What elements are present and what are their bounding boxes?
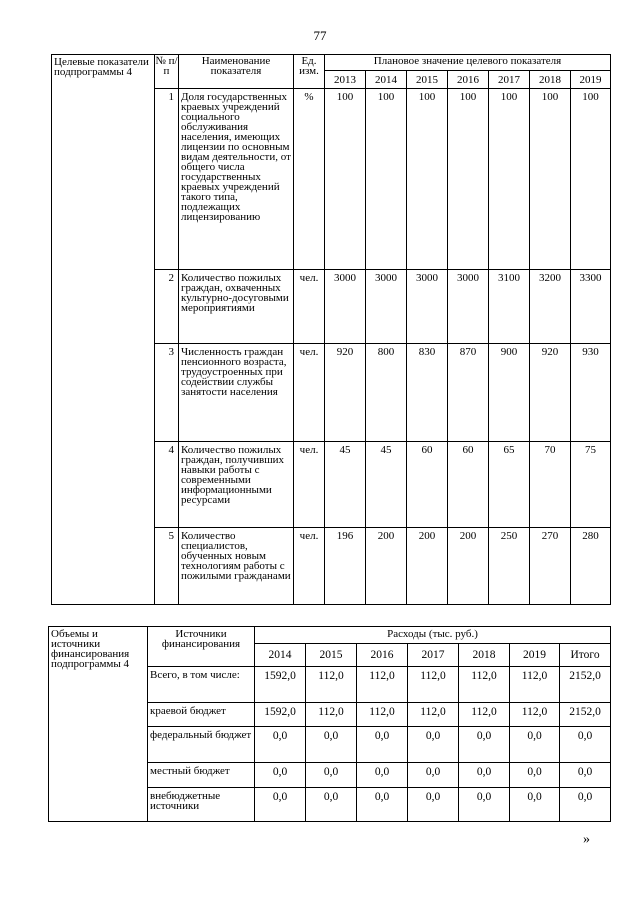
indicator-value: 100 bbox=[448, 89, 489, 270]
funding-value: 0,0 bbox=[510, 763, 560, 788]
funding-value: 0,0 bbox=[459, 727, 510, 763]
funding-source: Всего, в том числе: bbox=[148, 667, 255, 703]
funding-value: 112,0 bbox=[459, 703, 510, 727]
indicator-value: 3000 bbox=[325, 270, 366, 344]
indicator-value: 900 bbox=[489, 344, 530, 442]
year-header: 2017 bbox=[408, 644, 459, 667]
year-header: 2016 bbox=[357, 644, 408, 667]
indicator-value: 3000 bbox=[366, 270, 407, 344]
indicator-unit: чел. bbox=[294, 528, 325, 605]
indicator-value: 3000 bbox=[407, 270, 448, 344]
indicator-value: 100 bbox=[366, 89, 407, 270]
funding-source: краевой бюджет bbox=[148, 703, 255, 727]
funding-value: 112,0 bbox=[357, 667, 408, 703]
indicator-name: Доля государственных краевых учреждений социального обслуживания населения, имеющих лицензии по основным видам деятельности, от общего числа государственных краевых учреждений такого типа, подлежащих лицензированию bbox=[179, 89, 294, 270]
section-label-financing: Объемы и источники финансирования подпрограммы 4 bbox=[49, 627, 148, 822]
indicator-value: 920 bbox=[530, 344, 571, 442]
year-header: 2017 bbox=[489, 71, 530, 89]
funding-value: 0,0 bbox=[510, 727, 560, 763]
funding-value: 0,0 bbox=[357, 763, 408, 788]
row-number: 1 bbox=[155, 89, 179, 270]
funding-value: 112,0 bbox=[510, 667, 560, 703]
indicator-value: 920 bbox=[325, 344, 366, 442]
funding-value: 0,0 bbox=[255, 763, 306, 788]
indicator-value: 3100 bbox=[489, 270, 530, 344]
funding-value: 0,0 bbox=[510, 788, 560, 822]
indicator-name: Количество пожилых граждан, получивших навыки работы с современными информационными ресурсами bbox=[179, 442, 294, 528]
funding-value: 1592,0 bbox=[255, 703, 306, 727]
funding-value: 0,0 bbox=[408, 763, 459, 788]
indicator-value: 196 bbox=[325, 528, 366, 605]
indicator-value: 930 bbox=[571, 344, 611, 442]
indicator-value: 200 bbox=[407, 528, 448, 605]
indicator-value: 870 bbox=[448, 344, 489, 442]
indicator-value: 830 bbox=[407, 344, 448, 442]
indicator-value: 280 bbox=[571, 528, 611, 605]
indicator-value: 60 bbox=[407, 442, 448, 528]
funding-total: 0,0 bbox=[560, 763, 611, 788]
year-header: 2018 bbox=[459, 644, 510, 667]
total-header: Итого bbox=[560, 644, 611, 667]
year-header: 2016 bbox=[448, 71, 489, 89]
financing-table bbox=[48, 626, 611, 822]
funding-total: 0,0 bbox=[560, 788, 611, 822]
funding-value: 112,0 bbox=[306, 703, 357, 727]
indicator-value: 65 bbox=[489, 442, 530, 528]
funding-source: внебюджетные источники bbox=[148, 788, 255, 822]
indicator-value: 800 bbox=[366, 344, 407, 442]
funding-value: 0,0 bbox=[306, 727, 357, 763]
indicator-value: 100 bbox=[325, 89, 366, 270]
indicator-value: 45 bbox=[325, 442, 366, 528]
funding-value: 0,0 bbox=[357, 727, 408, 763]
funding-value: 0,0 bbox=[459, 763, 510, 788]
row-number: 4 bbox=[155, 442, 179, 528]
year-header: 2014 bbox=[366, 71, 407, 89]
indicator-value: 75 bbox=[571, 442, 611, 528]
indicator-value: 200 bbox=[366, 528, 407, 605]
indicator-value: 45 bbox=[366, 442, 407, 528]
indicator-value: 100 bbox=[489, 89, 530, 270]
closing-quote: » bbox=[583, 832, 590, 847]
year-header: 2019 bbox=[510, 644, 560, 667]
indicator-value: 100 bbox=[530, 89, 571, 270]
target-indicators-table bbox=[51, 54, 611, 605]
header-num: № п/п bbox=[155, 55, 179, 89]
funding-total: 2152,0 bbox=[560, 667, 611, 703]
funding-value: 112,0 bbox=[306, 667, 357, 703]
funding-value: 0,0 bbox=[357, 788, 408, 822]
indicator-value: 270 bbox=[530, 528, 571, 605]
funding-value: 1592,0 bbox=[255, 667, 306, 703]
year-header: 2015 bbox=[407, 71, 448, 89]
funding-value: 0,0 bbox=[306, 763, 357, 788]
funding-value: 0,0 bbox=[459, 788, 510, 822]
funding-value: 112,0 bbox=[357, 703, 408, 727]
funding-total: 2152,0 bbox=[560, 703, 611, 727]
indicator-name: Количество специалистов, обученных новым технологиям работы с пожилыми гражданами bbox=[179, 528, 294, 605]
funding-value: 112,0 bbox=[510, 703, 560, 727]
funding-value: 0,0 bbox=[306, 788, 357, 822]
year-header: 2014 bbox=[255, 644, 306, 667]
funding-value: 0,0 bbox=[408, 727, 459, 763]
funding-source: местный бюджет bbox=[148, 763, 255, 788]
page-number: 77 bbox=[313, 28, 327, 43]
header-name: Наименование показателя bbox=[179, 55, 294, 89]
indicator-unit: чел. bbox=[294, 442, 325, 528]
header-expenses: Расходы (тыс. руб.) bbox=[255, 627, 611, 644]
indicator-value: 70 bbox=[530, 442, 571, 528]
indicator-value: 100 bbox=[571, 89, 611, 270]
year-header: 2015 bbox=[306, 644, 357, 667]
header-unit: Ед. изм. bbox=[294, 55, 325, 89]
indicator-value: 3000 bbox=[448, 270, 489, 344]
funding-value: 0,0 bbox=[408, 788, 459, 822]
indicator-name: Количество пожилых граждан, охваченных культурно-досуговыми мероприятиями bbox=[179, 270, 294, 344]
indicator-unit: % bbox=[294, 89, 325, 270]
indicator-value: 3300 bbox=[571, 270, 611, 344]
funding-total: 0,0 bbox=[560, 727, 611, 763]
header-sources: Источники финансирования bbox=[148, 627, 255, 667]
header-plan-value: Плановое значение целевого показателя bbox=[325, 55, 611, 71]
indicator-value: 200 bbox=[448, 528, 489, 605]
indicator-value: 3200 bbox=[530, 270, 571, 344]
funding-value: 112,0 bbox=[408, 703, 459, 727]
row-number: 2 bbox=[155, 270, 179, 344]
indicator-value: 250 bbox=[489, 528, 530, 605]
indicator-unit: чел. bbox=[294, 344, 325, 442]
funding-value: 112,0 bbox=[459, 667, 510, 703]
funding-value: 112,0 bbox=[408, 667, 459, 703]
year-header: 2018 bbox=[530, 71, 571, 89]
year-header: 2019 bbox=[571, 71, 611, 89]
row-number: 5 bbox=[155, 528, 179, 605]
indicator-value: 100 bbox=[407, 89, 448, 270]
row-number: 3 bbox=[155, 344, 179, 442]
indicator-value: 60 bbox=[448, 442, 489, 528]
funding-source: федеральный бюджет bbox=[148, 727, 255, 763]
indicator-unit: чел. bbox=[294, 270, 325, 344]
funding-value: 0,0 bbox=[255, 788, 306, 822]
section-label-target-indicators: Целевые показатели подпрограммы 4 bbox=[52, 55, 155, 605]
funding-value: 0,0 bbox=[255, 727, 306, 763]
indicator-name: Численность граждан пенсионного возраста, трудоустроенных при содействии службы занятости населения bbox=[179, 344, 294, 442]
year-header: 2013 bbox=[325, 71, 366, 89]
